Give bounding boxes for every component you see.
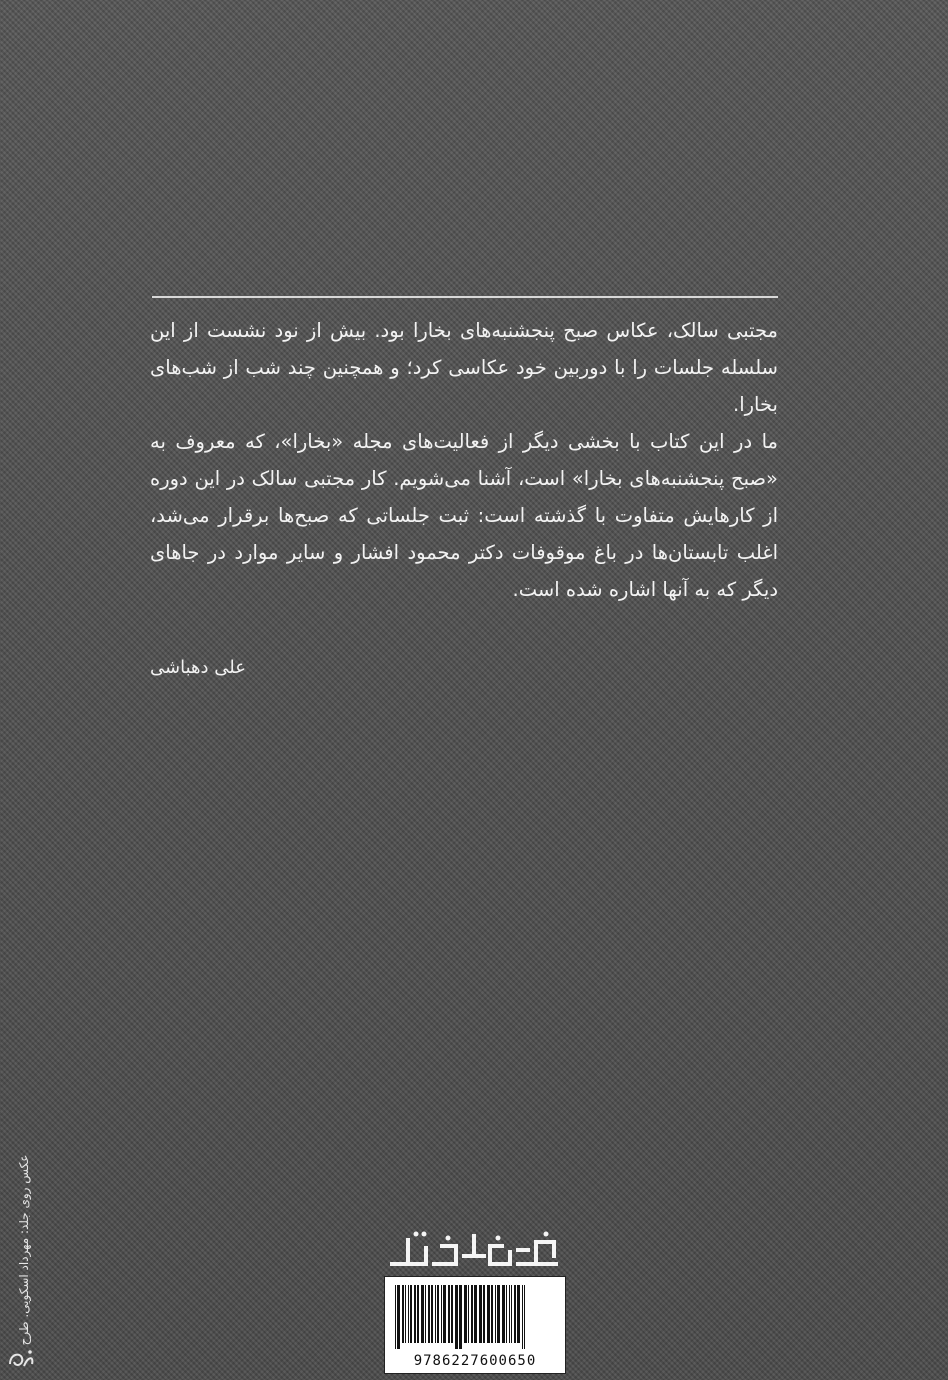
barcode [384,1276,566,1374]
barcode-bars [393,1285,557,1349]
top-divider-line [152,296,778,298]
blurb-text [150,312,778,608]
designer-signature-logo [6,1346,36,1372]
cover-credit: عکس روی جلد: مهرداد اسکویی. طرح [17,1154,31,1346]
publisher-logo [386,1226,562,1272]
author-name: علی دهباشی [150,657,246,678]
isbn-number: 9786227600650 [413,1353,537,1369]
blurb-paragraph-1: مجتبی سالک، عکاس صبح پنجشنبه‌های بخارا بود. بیش از نود نشست از این سلسله جلسات را با دوربین خود عکاسی کرد؛ و همچنین چند شب از شب‌های بخارا. [150,319,778,416]
blurb-paragraph-2: ما در این کتاب با بخشی دیگر از فعالیت‌های مجله «بخارا»، که معروف به «صبح پنجشنبه‌های بخارا» است، آشنا می‌شویم. کار مجتبی سالک در این دوره از کارهایش متفاوت با گذشته است: ثبت جلساتی که صبح‌ها برقرار می‌شد، اغلب تابستان‌ها در باغ موقوفات دکتر محمود افشار و سایر موارد در جاهای دیگر که به آنها اشاره شده است. [150,430,778,601]
